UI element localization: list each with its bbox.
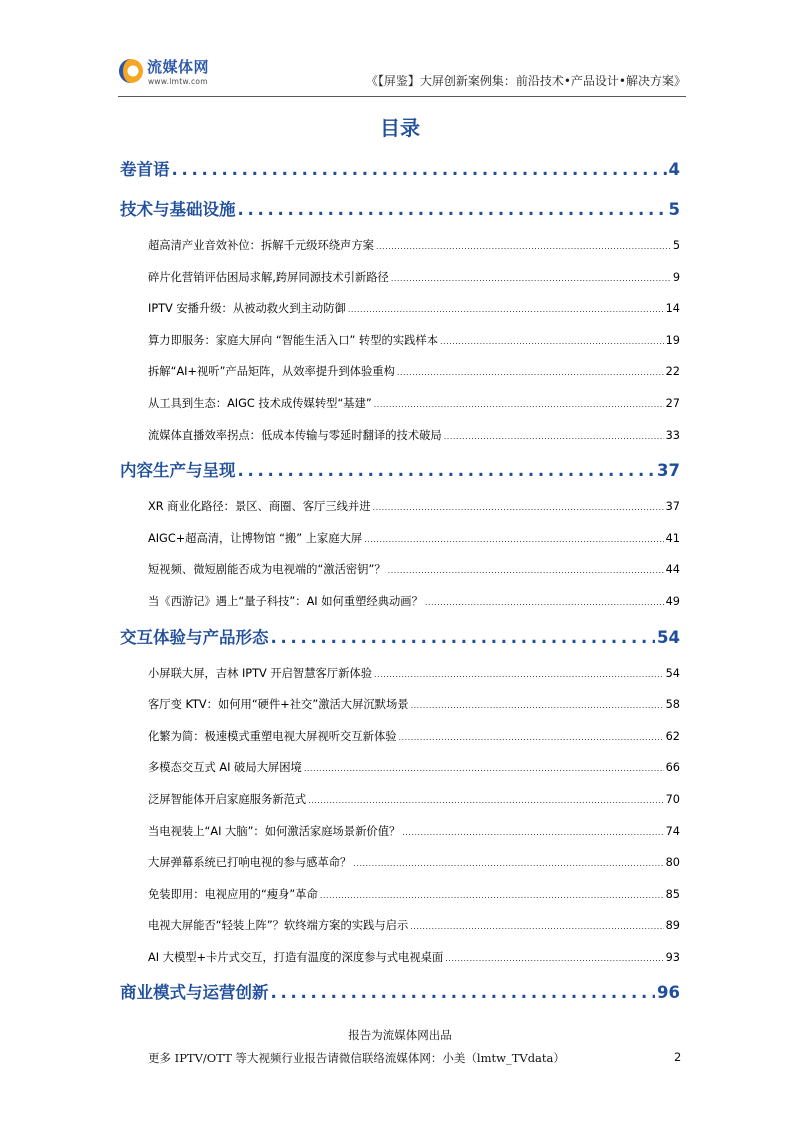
toc-entry[interactable] <box>120 325 680 357</box>
dot-leader <box>388 555 664 587</box>
footer-contact: 更多 IPTV/OTT 等大视频行业报告请微信联络流媒体网：小美（lmtw_TVdata） <box>148 1051 565 1065</box>
toc-entry-label: 电视大屏能否“轻装上阵”？软终端方案的实践与启示 <box>148 919 409 933</box>
toc-section-label: 技术与基础设施 <box>120 200 236 219</box>
toc-section-label: 卷首语 <box>120 160 170 179</box>
dot-leader <box>410 911 663 943</box>
toc-entry-page: 89 <box>665 919 680 933</box>
toc-entry-label: IPTV 安播升级：从被动救火到主动防御 <box>148 302 346 316</box>
toc-entry-label: 客厅变 KTV：如何用“硬件+社交”激活大屏沉默场景 <box>148 698 409 712</box>
toc-entry-page: 37 <box>665 500 680 514</box>
dot-leader <box>373 492 664 524</box>
toc-section-page: 54 <box>657 627 680 647</box>
dot-leader <box>271 973 656 1013</box>
toc-entry-page: 80 <box>665 856 680 870</box>
toc-entry-page: 9 <box>672 270 680 284</box>
dot-leader <box>445 943 663 975</box>
toc-entry-page: 58 <box>665 698 680 712</box>
dot-leader <box>411 690 664 722</box>
toc-entry[interactable] <box>120 230 680 262</box>
logo-mark-icon <box>118 58 144 84</box>
toc-section[interactable] <box>120 618 680 658</box>
toc-entry[interactable] <box>120 784 680 816</box>
dot-leader <box>353 848 663 880</box>
toc-entry-label: 超高清产业音效补位：拆解千元级环绕声方案 <box>148 239 374 252</box>
logo-name: 流媒体网 <box>147 58 210 76</box>
toc-section-page: 4 <box>668 160 680 179</box>
toc-entry[interactable] <box>120 491 680 523</box>
page-header <box>118 52 686 98</box>
toc-entry-page: 85 <box>665 887 680 901</box>
dot-leader <box>397 357 664 389</box>
toc-section[interactable] <box>120 451 680 491</box>
toc-entry-label: 拆解“AI+视听”产品矩阵，从效率提升到体验重构 <box>148 365 395 379</box>
toc-entry-page: 19 <box>665 333 680 347</box>
toc-entry[interactable] <box>120 879 680 911</box>
toc-entry-page: 27 <box>665 396 680 410</box>
toc-entry-label: XR 商业化路径：景区、商圈、客厅三线并进 <box>148 500 371 514</box>
dot-leader <box>374 659 664 691</box>
dot-leader <box>374 389 664 421</box>
toc-entry-page: 70 <box>665 792 680 806</box>
toc-entry[interactable] <box>120 554 680 586</box>
toc-entry-label: 算力即服务：家庭大屏向 “智能生活入口” 转型的实践样本 <box>148 333 439 347</box>
toc-entry-page: 93 <box>665 950 680 964</box>
toc-entry[interactable] <box>120 816 680 848</box>
toc-entry[interactable] <box>120 586 680 618</box>
toc-entry[interactable] <box>120 721 680 753</box>
footer-credit: 报告为流媒体网出品 <box>348 1028 452 1042</box>
dot-leader <box>271 618 656 658</box>
toc-entry-label: 短视频、微短剧能否成为电视端的“激活密钥”？ <box>148 563 386 577</box>
toc-entry[interactable] <box>120 293 680 325</box>
dot-leader <box>399 722 664 754</box>
toc-entry-page: 5 <box>672 239 680 252</box>
toc-entry[interactable] <box>120 847 680 879</box>
toc-section[interactable] <box>120 190 680 230</box>
logo-url: www.lmtw.com <box>148 77 208 86</box>
toc-entry-page: 62 <box>665 729 680 743</box>
dot-leader <box>391 263 671 295</box>
toc-section-label: 商业模式与运营创新 <box>120 983 269 1003</box>
toc-entry[interactable] <box>120 523 680 555</box>
dot-leader <box>238 451 656 491</box>
toc-entry-label: 泛屏智能体开启家庭服务新范式 <box>148 792 307 806</box>
logo <box>118 54 238 94</box>
toc-entry-label: 从工具到生态：AIGC 技术成传媒转型“基建” <box>148 396 372 410</box>
toc-title: 目录 <box>380 116 420 140</box>
toc-entry-label: 当电视装上“AI 大脑”：如何激活家庭场景新价值？ <box>148 824 401 838</box>
toc-entry-label: 小屏联大屏，吉林 IPTV 开启智慧客厅新体验 <box>148 666 373 680</box>
toc-entry-page: 54 <box>665 666 680 680</box>
dot-leader <box>304 753 664 785</box>
toc-entry-page: 66 <box>665 761 680 775</box>
toc-section-label: 内容生产与呈现 <box>120 461 236 481</box>
toc-entry-page: 14 <box>665 302 680 316</box>
toc-entry-page: 74 <box>665 824 680 838</box>
toc-entry-label: 免装即用：电视应用的“瘦身”革命 <box>148 887 318 901</box>
toc-entry-label: 大屏弹幕系统已打响电视的参与感革命？ <box>148 856 352 870</box>
toc-entry-page: 33 <box>665 428 680 442</box>
dot-leader <box>402 817 663 849</box>
dot-leader <box>425 587 664 619</box>
document-title: 《【屏鉴】大屏创新案例集：前沿技术•产品设计•解决方案》 <box>365 74 686 88</box>
toc-entry[interactable] <box>120 388 680 420</box>
toc-section[interactable] <box>120 973 680 1013</box>
toc-entry-label: 化繁为简：极速模式重塑电视大屏视听交互新体验 <box>148 729 397 743</box>
toc-section-label: 交互体验与产品形态 <box>120 627 269 647</box>
toc-entry[interactable] <box>120 752 680 784</box>
toc-entry-label: AIGC+超高清，让博物馆 “搬” 上家庭大屏 <box>148 531 363 545</box>
toc-section-page: 37 <box>657 461 680 481</box>
toc-entry-page: 22 <box>665 365 680 379</box>
toc-entry-label: 流媒体直播效率拐点：低成本传输与零延时翻译的技术破局 <box>148 428 442 442</box>
toc-entry[interactable] <box>120 262 680 294</box>
dot-leader <box>320 880 664 912</box>
toc-entry-label: AI 大模型+卡片式交互，打造有温度的深度参与式电视桌面 <box>148 950 444 964</box>
toc-section[interactable] <box>120 150 680 190</box>
dot-leader <box>308 785 663 817</box>
dot-leader <box>348 294 664 326</box>
dot-leader <box>172 150 667 190</box>
toc-entry[interactable] <box>120 658 680 690</box>
toc-section-page: 5 <box>668 200 680 219</box>
dot-leader <box>364 524 663 556</box>
toc-entry-label: 当《西游记》遇上“量子科技”：AI 如何重塑经典动画？ <box>148 594 423 608</box>
toc-section-page: 96 <box>657 983 680 1003</box>
header-divider <box>118 96 686 97</box>
table-of-contents <box>120 150 680 1013</box>
toc-entry-page: 44 <box>665 563 680 577</box>
dot-leader <box>376 231 671 263</box>
toc-entry[interactable] <box>120 942 680 974</box>
dot-leader <box>444 421 664 453</box>
toc-entry-label: 碎片化营销评估困局求解,跨屏同源技术引新路径 <box>148 270 389 284</box>
toc-entry-page: 41 <box>665 531 680 545</box>
dot-leader <box>440 326 664 358</box>
toc-entry[interactable] <box>120 420 680 452</box>
toc-entry[interactable] <box>120 689 680 721</box>
toc-entry[interactable] <box>120 910 680 942</box>
dot-leader <box>238 190 667 230</box>
page-number: 2 <box>674 1050 682 1064</box>
toc-entry-label: 多模态交互式 AI 破局大屏困境 <box>148 761 302 775</box>
toc-entry[interactable] <box>120 356 680 388</box>
toc-entry-page: 49 <box>665 594 680 608</box>
